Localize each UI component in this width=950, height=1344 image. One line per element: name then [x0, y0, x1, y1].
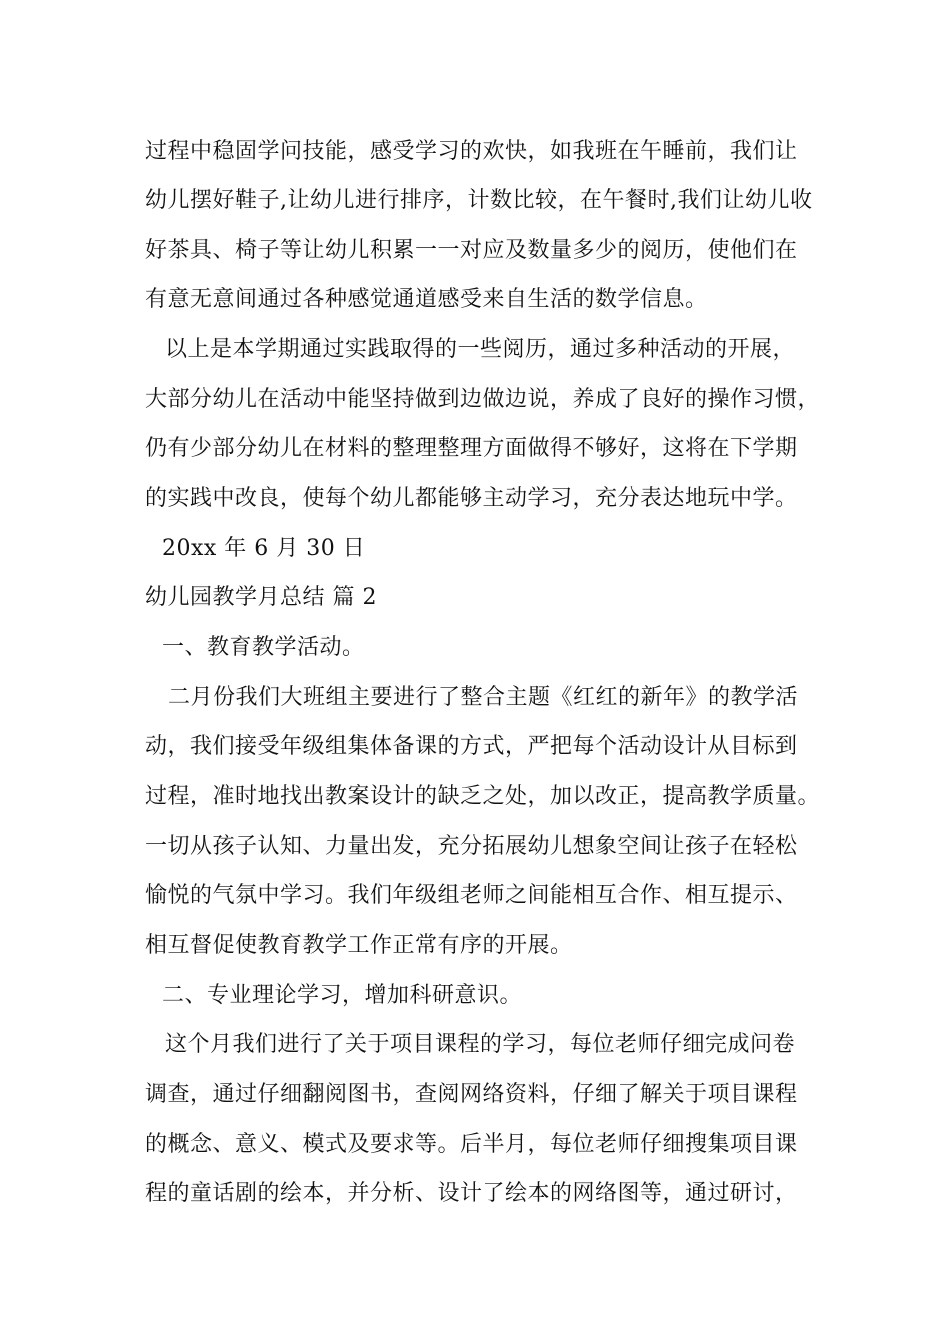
- text-line: 的概念、意义、模式及要求等。后半月，每位老师仔细搜集项目课: [145, 1132, 798, 1157]
- text-line: 以上是本学期通过实践取得的一些阅历，通过多种活动的开展，: [165, 337, 796, 362]
- text-line: 的实践中改良，使每个幼儿都能够主动学习，充分表达地玩中学。: [145, 486, 798, 511]
- text-line: 这个月我们进行了关于项目课程的学习，每位老师仔细完成问卷: [165, 1032, 796, 1057]
- section-title: 幼儿园教学月总结 篇 2: [145, 585, 377, 610]
- text-line: 过程，准时地找出教案设计的缺乏之处，加以改正，提高教学质量。: [145, 784, 821, 809]
- heading-professional-study: 二、专业理论学习，增加科研意识。: [162, 983, 523, 1008]
- text-line: 愉悦的气氛中学习。我们年级组老师之间能相互合作、相互提示、: [145, 883, 798, 908]
- date-line: 20xx 年 6 月 30 日: [162, 536, 366, 561]
- text-line: 程的童话剧的绘本，并分析、设计了绘本的网络图等，通过研讨，: [145, 1181, 798, 1206]
- text-line: 有意无意间通过各种感觉通道感受来自生活的数学信息。: [145, 287, 708, 312]
- text-line: 调查，通过仔细翻阅图书，查阅网络资料，仔细了解关于项目课程: [145, 1082, 798, 1107]
- text-line: 二月份我们大班组主要进行了整合主题《红红的新年》的教学活: [168, 685, 799, 710]
- text-line: 过程中稳固学问技能，感受学习的欢快，如我班在午睡前，我们让: [145, 139, 798, 164]
- text-line: 相互督促使教育教学工作正常有序的开展。: [145, 933, 573, 958]
- heading-education-activities: 一、教育教学活动。: [162, 635, 365, 660]
- text-line: 大部分幼儿在活动中能坚持做到边做边说，养成了良好的操作习惯，: [145, 387, 821, 412]
- text-line: 仍有少部分幼儿在材料的整理整理方面做得不够好，这将在下学期: [145, 436, 798, 461]
- text-line: 一切从孩子认知、力量出发，充分拓展幼儿想象空间让孩子在轻松: [145, 834, 798, 859]
- text-line: 好茶具、椅子等让幼儿积累一一对应及数量多少的阅历，使他们在: [145, 238, 798, 263]
- text-line: 动，我们接受年级组集体备课的方式，严把每个活动设计从目标到: [145, 734, 798, 759]
- text-line: 幼儿摆好鞋子,让幼儿进行排序，计数比较，在午餐时,我们让幼儿收: [145, 188, 813, 213]
